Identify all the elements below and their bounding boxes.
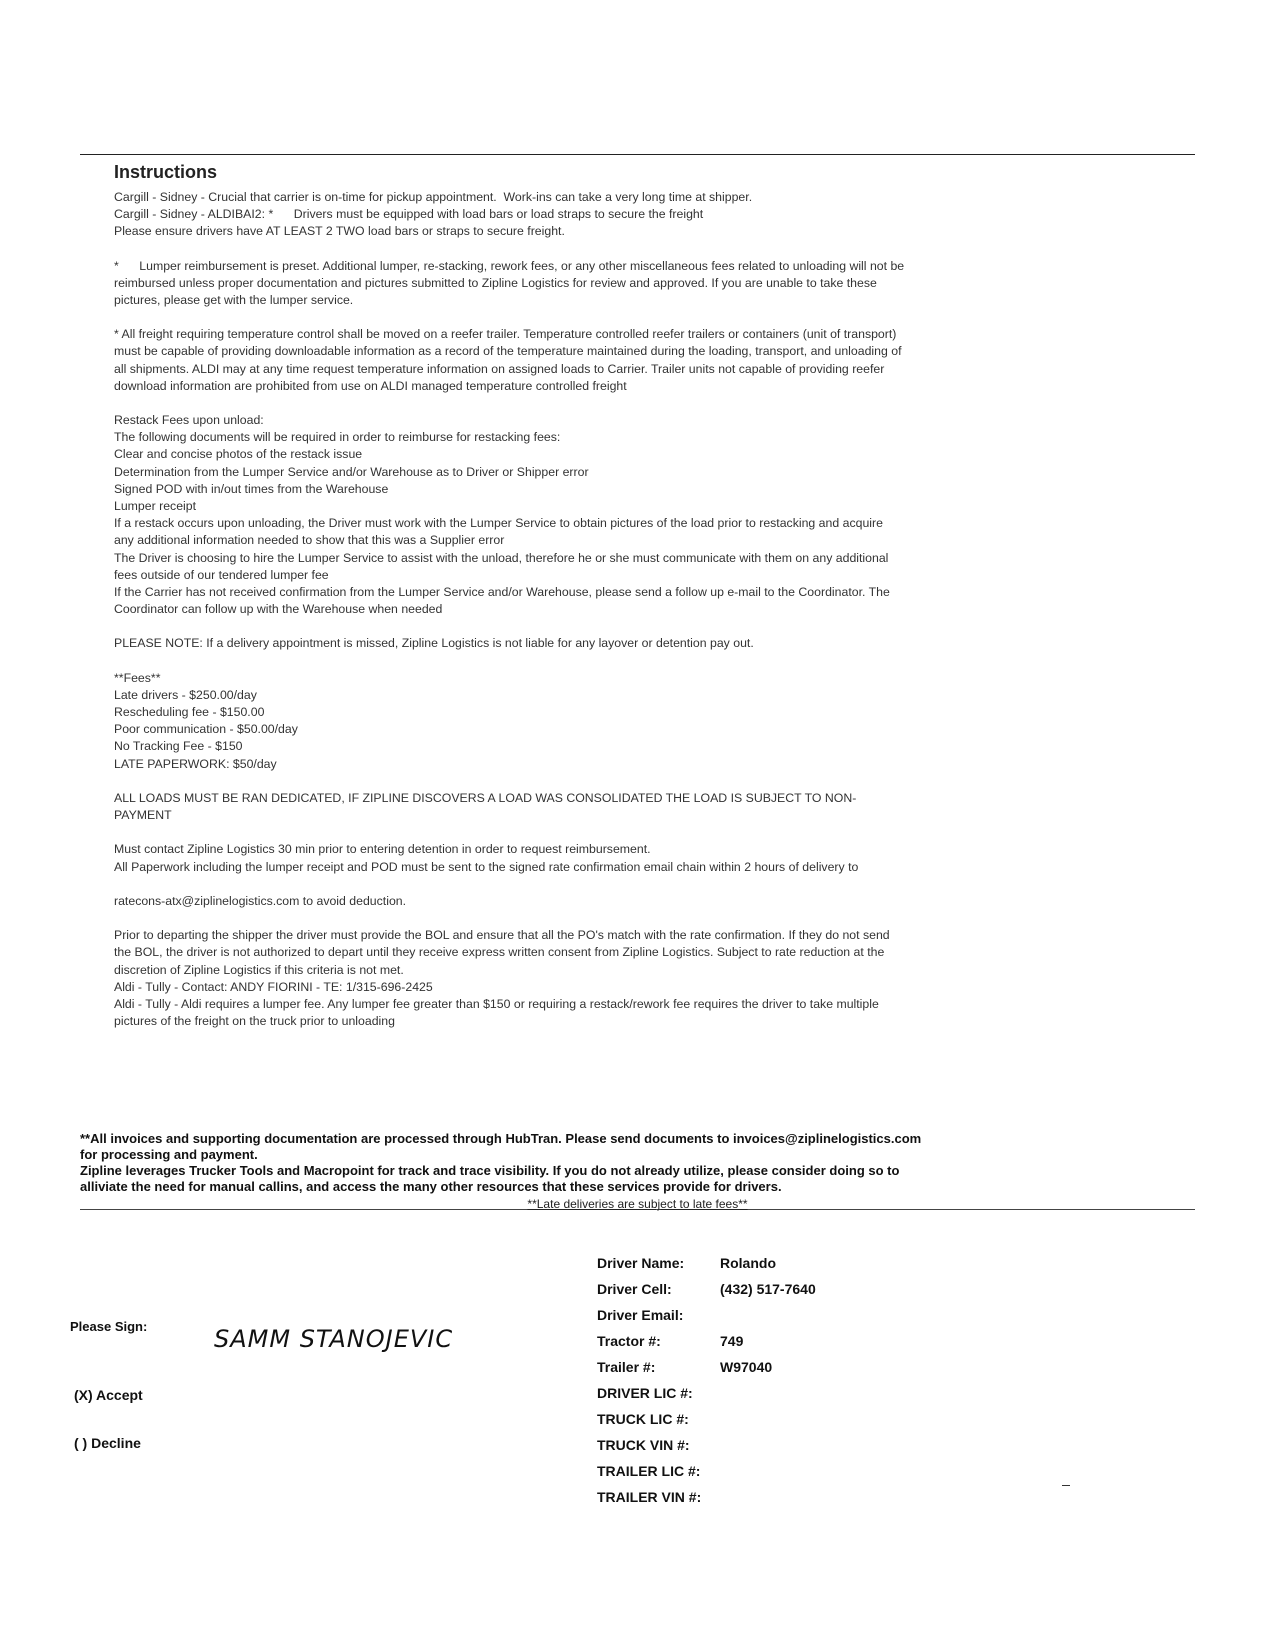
instruction-line: all shipments. ALDI may at any time request temperature information on assigned loads to Carrier. Trailer units not capable of providing reefer [114,361,885,376]
instruction-line: Determination from the Lumper Service and/or Warehouse as to Driver or Shipper error [114,464,589,479]
accept-option[interactable]: (X) Accept [74,1387,143,1403]
instruction-line: download information are prohibited from use on ALDI managed temperature controlled freight [114,378,627,393]
instruction-line: Rescheduling fee - $150.00 [114,705,265,720]
paragraph-gap [114,309,1114,326]
trailer-vin-row [597,1484,816,1510]
instruction-line: Lumper receipt [114,499,197,514]
driver-lic-row [597,1380,816,1406]
footer-notes [80,1131,1100,1195]
instruction-line: * Lumper reimbursement is preset. Additional lumper, re-stacking, rework fees, or any other miscellaneous fees related to unloading will not be [114,258,905,273]
instruction-line: The Driver is choosing to hire the Lumper Service to assist with the unload, therefore he or she must communicate with them on any additional [114,550,889,565]
trailer-lic-row [597,1458,816,1484]
paragraph-gap [114,824,1114,841]
please-sign-label: Please Sign: [70,1319,148,1334]
driver-info-table [597,1250,816,1510]
truck-vin-row [597,1432,816,1458]
field-value: W97040 [720,1359,773,1375]
instruction-line: Poor communication - $50.00/day [114,722,298,737]
driver-name-row [597,1250,816,1276]
paragraph-gap [114,618,1114,635]
instruction-line: LATE PAPERWORK: $50/day [114,756,277,771]
instruction-line: discretion of Zipline Logistics if this criteria is not met. [114,962,404,977]
instruction-line: Restack Fees upon unload: [114,413,264,428]
footer-line: for processing and payment. [80,1147,258,1162]
instruction-line: reimbursed unless proper documentation and pictures submitted to Zipline Logistics for review and approved. If you are unable to take these [114,275,877,290]
instruction-line: If a restack occurs upon unloading, the Driver must work with the Lumper Service to obtain pictures of the load prior to restacking and acquire [114,516,883,531]
field-label: Trailer #: [597,1359,656,1375]
top-rule [80,154,1195,155]
instruction-line: ALL LOADS MUST BE RAN DEDICATED, IF ZIPLINE DISCOVERS A LOAD WAS CONSOLIDATED THE LOAD IS SUBJECT TO NON- [114,790,857,805]
instruction-line: Prior to departing the shipper the driver must provide the BOL and ensure that all the PO's match with the rate confirmation. If they do not send [114,928,890,943]
instructions-section [114,162,1114,1030]
field-label: TRUCK LIC #: [597,1411,689,1427]
paragraph-gap [114,773,1114,790]
instruction-line: Cargill - Sidney - ALDIBAI2: * Drivers must be equipped with load bars or load straps to secure the freight [114,207,704,222]
paragraph-gap [114,395,1114,412]
field-value: (432) 517-7640 [720,1281,816,1297]
instruction-line: the BOL, the driver is not authorized to depart until they receive express written consent from Zipline Logistics. Subject to rate reduction at the [114,945,885,960]
instruction-line: No Tracking Fee - $150 [114,739,243,754]
field-label: TRAILER VIN #: [597,1489,702,1505]
truck-lic-row [597,1406,816,1432]
field-label: TRUCK VIN #: [597,1437,690,1453]
stray-dash [1062,1485,1070,1486]
decline-option[interactable]: ( ) Decline [74,1435,141,1451]
footer-line: Zipline leverages Trucker Tools and Macropoint for track and trace visibility. If you do not already utilize, please consider doing so to [80,1163,900,1178]
instruction-line: PLEASE NOTE: If a delivery appointment is missed, Zipline Logistics is not liable for any layover or detention pay out. [114,636,754,651]
signature: SAMM STANOJEVIC [214,1325,454,1353]
trailer-row [597,1354,816,1380]
field-label: Driver Email: [597,1307,684,1323]
instruction-line: Must contact Zipline Logistics 30 min prior to entering detention in order to request reimbursement. [114,842,651,857]
footer-line: alliviate the need for manual callins, and access the many other resources that these services provide for drivers. [80,1179,782,1194]
instruction-line: Cargill - Sidney - Crucial that carrier is on-time for pickup appointment. Work-ins can take a very long time at shipper. [114,190,753,204]
instruction-line: Late drivers - $250.00/day [114,687,257,702]
instruction-line: **Fees** [114,670,161,685]
paragraph-gap [114,653,1114,670]
driver-cell-row [597,1276,816,1302]
instruction-line: Clear and concise photos of the restack issue [114,447,363,462]
instruction-line: must be capable of providing downloadable information as a record of the temperature maintained during the loading, transport, and unloading of [114,344,902,359]
instruction-line: The following documents will be required in order to reimburse for restacking fees: [114,430,561,445]
field-label: TRAILER LIC #: [597,1463,701,1479]
paragraph-gap [114,241,1114,258]
instruction-line: pictures of the freight on the truck prior to unloading [114,1014,395,1029]
late-fee-note: **Late deliveries are subject to late fees** [527,1197,748,1211]
instruction-line: PAYMENT [114,808,172,823]
instruction-line [114,876,1114,893]
instruction-line: All Paperwork including the lumper receipt and POD must be sent to the signed rate confirmation email chain within 2 hours of delivery to [114,859,859,874]
field-label: Driver Cell: [597,1281,672,1297]
field-value: 749 [720,1333,744,1349]
instruction-line: fees outside of our tendered lumper fee [114,567,329,582]
instruction-line: ratecons-atx@ziplinelogistics.com to avoid deduction. [114,893,407,908]
driver-email-row [597,1302,816,1328]
footer-line: **All invoices and supporting documentation are processed through HubTran. Please send documents to invoices@ziplinelogistics.com [80,1131,922,1146]
field-label: Driver Name: [597,1255,685,1271]
instructions-title: Instructions [114,162,218,182]
field-value: Rolando [720,1255,776,1271]
tractor-row [597,1328,816,1354]
instruction-line: * All freight requiring temperature control shall be moved on a reefer trailer. Temperature controlled reefer trailers or containers (unit of transport) [114,327,897,342]
instruction-line: If the Carrier has not received confirmation from the Lumper Service and/or Warehouse, please send a follow up e-mail to the Coordinator. The [114,585,890,600]
instruction-line: Signed POD with in/out times from the Warehouse [114,481,389,496]
instruction-line: Coordinator can follow up with the Warehouse when needed [114,602,443,617]
instructions-body [114,189,1114,1030]
instruction-line: pictures, please get with the lumper service. [114,293,354,308]
paragraph-gap [114,910,1114,927]
instruction-line: Aldi - Tully - Contact: ANDY FIORINI - TE: 1/315-696-2425 [114,979,433,994]
instruction-line: Please ensure drivers have AT LEAST 2 TWO load bars or straps to secure freight. [114,224,565,239]
instruction-line: Aldi - Tully - Aldi requires a lumper fee. Any lumper fee greater than $150 or requiring a restack/rework fee requires the driver to take multiple [114,996,879,1011]
instruction-line: any additional information needed to show that this was a Supplier error [114,533,505,548]
field-label: Tractor #: [597,1333,661,1349]
field-label: DRIVER LIC #: [597,1385,693,1401]
